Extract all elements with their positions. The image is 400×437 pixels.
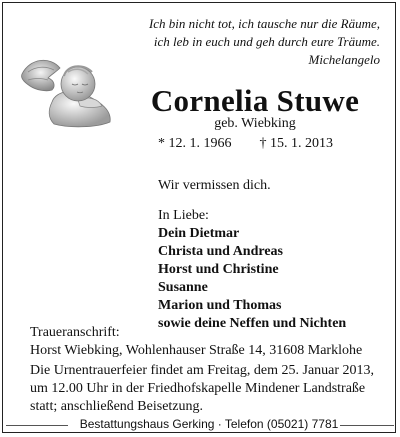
quote-author: Michelangelo: [308, 52, 380, 67]
in-love-intro: In Liebe:: [158, 208, 209, 223]
mourner-name: Christa und Andreas: [158, 244, 284, 259]
death-date: † 15. 1. 2013: [259, 136, 333, 151]
deceased-name: Cornelia Stuwe: [150, 83, 360, 118]
mourner-name: Susanne: [158, 280, 208, 295]
ceremony-line: statt; anschließend Beisetzung.: [30, 399, 204, 414]
address-label: Traueranschrift:: [30, 325, 120, 340]
footer-divider: [340, 425, 394, 426]
funeral-home-info: Bestattungshaus Gerking · Telefon (05021) 7781: [79, 417, 339, 431]
mourner-name: Dein Dietmar: [158, 226, 240, 241]
birth-name: geb. Wiebking: [214, 116, 296, 131]
footer: [0, 417, 400, 437]
footer-divider: [6, 425, 68, 426]
mourner-name: Horst und Christine: [158, 262, 279, 277]
message: Wir vermissen dich.: [158, 178, 271, 193]
address-value: Horst Wiebking, Wohlenhauser Straße 14, 31608 Marklohe: [30, 343, 363, 358]
mourning-address: [30, 324, 362, 360]
quote-line: ich leb in euch und geh durch eure Träume.: [153, 34, 380, 49]
cherub-angel-icon: [16, 52, 120, 130]
mourners-block: [158, 207, 346, 333]
birth-date: * 12. 1. 1966: [158, 136, 232, 151]
quote-block: [80, 15, 380, 69]
mourner-name: sowie deine Neffen und Nichten: [158, 316, 347, 331]
ceremony-info: [30, 362, 374, 416]
ceremony-line: Die Urnentrauerfeier findet am Freitag, dem 25. Januar 2013,: [30, 363, 375, 378]
mourner-name: Marion und Thomas: [158, 298, 282, 313]
quote-line: Ich bin nicht tot, ich tausche nur die Räume,: [148, 16, 380, 31]
ceremony-line: um 12.00 Uhr in der Friedhofskapelle Mindener Landstraße: [30, 381, 366, 396]
life-dates: [158, 136, 333, 152]
